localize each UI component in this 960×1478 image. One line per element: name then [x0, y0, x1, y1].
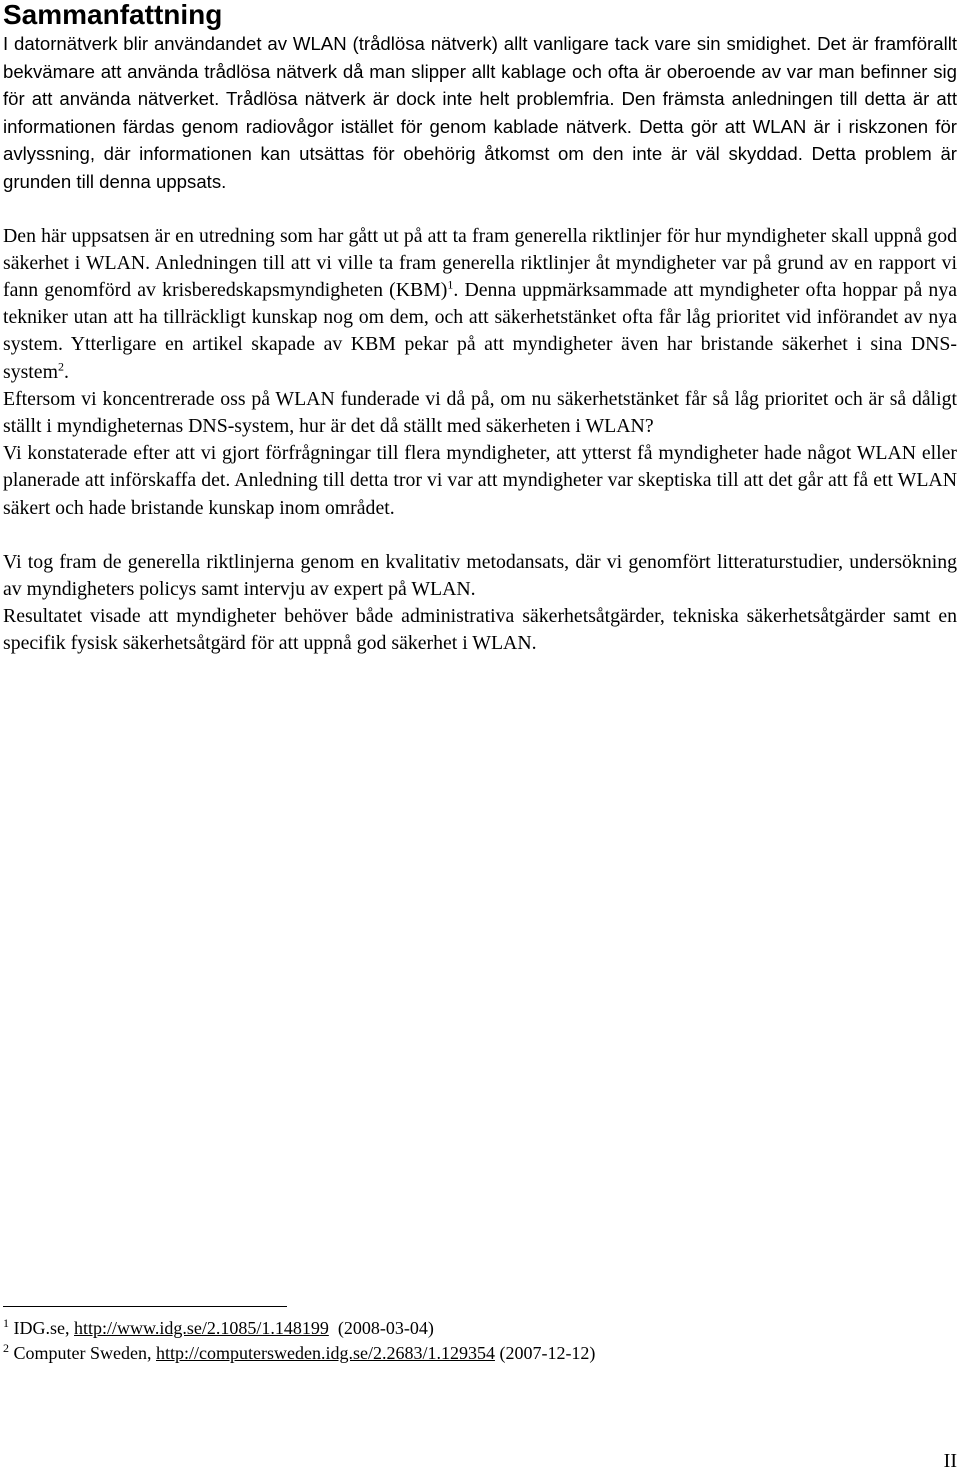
- footnote-ref-2: 2: [57, 358, 64, 373]
- footnote-link[interactable]: http://computersweden.idg.se/2.2683/1.129354: [155, 1343, 495, 1363]
- summary-paragraph-2: [3, 223, 957, 386]
- summary-paragraph-5: Vi tog fram de generella riktlinjerna genom en kvalitativ metodansats, där vi genomfört litteraturstudier, undersökning av myndigheters policys samt intervju av expert på WLAN.: [3, 550, 957, 600]
- paragraph-gap: [3, 196, 957, 223]
- footnote-marker: 2: [3, 1341, 9, 1355]
- footnote-date: (2007-12-12): [494, 1343, 596, 1363]
- footnote-marker: 1: [3, 1316, 9, 1330]
- footnotes: [3, 1316, 595, 1366]
- document-page: [3, 0, 957, 658]
- footnote-1: [3, 1316, 595, 1341]
- summary-paragraph-4: Vi konstaterade efter att vi gjort förfrågningar till flera myndigheter, att ytterst få myndigheter hade något WLAN eller planerade att införskaffa det. Anledning till detta tror vi var att myndigheter var skeptiska till att det går att få ett WLAN säkert och hade bristande kunskap inom området.: [3, 442, 957, 519]
- footnote-source: IDG.se,: [13, 1318, 74, 1338]
- page-number: II: [943, 1450, 957, 1472]
- page-title: Sammanfattning: [3, 0, 223, 30]
- summary-paragraph-6: Resultatet visade att myndigheter behöver både administrativa säkerhetsåtgärder, tekniska säkerhetsåtgärder samt en specifik fysisk säkerhetsåtgärd för att uppnå god säkerhet i WLAN.: [3, 605, 957, 655]
- paragraph-2-part-1: Den här uppsatsen är en utredning som har gått ut på att ta fram generella riktlinjer för hur myndigheter skall uppnå god säkerhet i WLAN. Anledningen till att vi ville ta fram generella riktlinjer åt myndigheter var på grund av en rapport vi fann genomförd av krisberedskapsmyndigheten (KBM): [3, 224, 957, 301]
- footnote-link[interactable]: http://www.idg.se/2.1085/1.148199: [74, 1318, 329, 1338]
- summary-paragraph-3: Eftersom vi koncentrerade oss på WLAN funderade vi då på, om nu säkerhetstänket får så låg prioritet och är så dåligt ställt i myndigheternas DNS-system, hur är det då ställt med säkerheten i WLAN?: [3, 387, 957, 437]
- footnote-divider: [3, 1306, 287, 1307]
- footnote-ref-1: 1: [447, 277, 454, 292]
- paragraph-gap: [3, 522, 957, 549]
- footnote-2: [3, 1341, 595, 1366]
- footnote-source: Computer Sweden,: [13, 1343, 156, 1363]
- footnote-date: (2008-03-04): [328, 1318, 434, 1338]
- paragraph-2-part-3: .: [63, 360, 69, 383]
- paragraph-2-part-2: . Denna uppmärksammade att myndigheter ofta hoppar på nya tekniker utan att ha tillräckligt kunskap nog om dem, och att säkerhetstänket ofta får låg prioritet vid införandet av nya system. Ytterligare en artikel skapade av KBM pekar på att myndigheter även har bristande säkerhet i sina DNS-system: [3, 278, 957, 383]
- summary-paragraph-1: I datornätverk blir användandet av WLAN (trådlösa nätverk) allt vanligare tack vare sin smidighet. Det är framförallt bekvämare att använda trådlösa nätverk då man slipper allt kablage och ofta är oberoende av var man befinner sig för att använda nätverket. Trådlösa nätverk är dock inte helt problemfria. Den främsta anledningen till detta är att informationen färdas genom radiovågor istället för genom kablade nätverk. Detta gör att WLAN är i riskzonen för avlyssning, där informationen kan utsättas för obehörig åtkomst om den inte är väl skyddad. Detta problem är grunden till denna uppsats.: [3, 33, 957, 192]
